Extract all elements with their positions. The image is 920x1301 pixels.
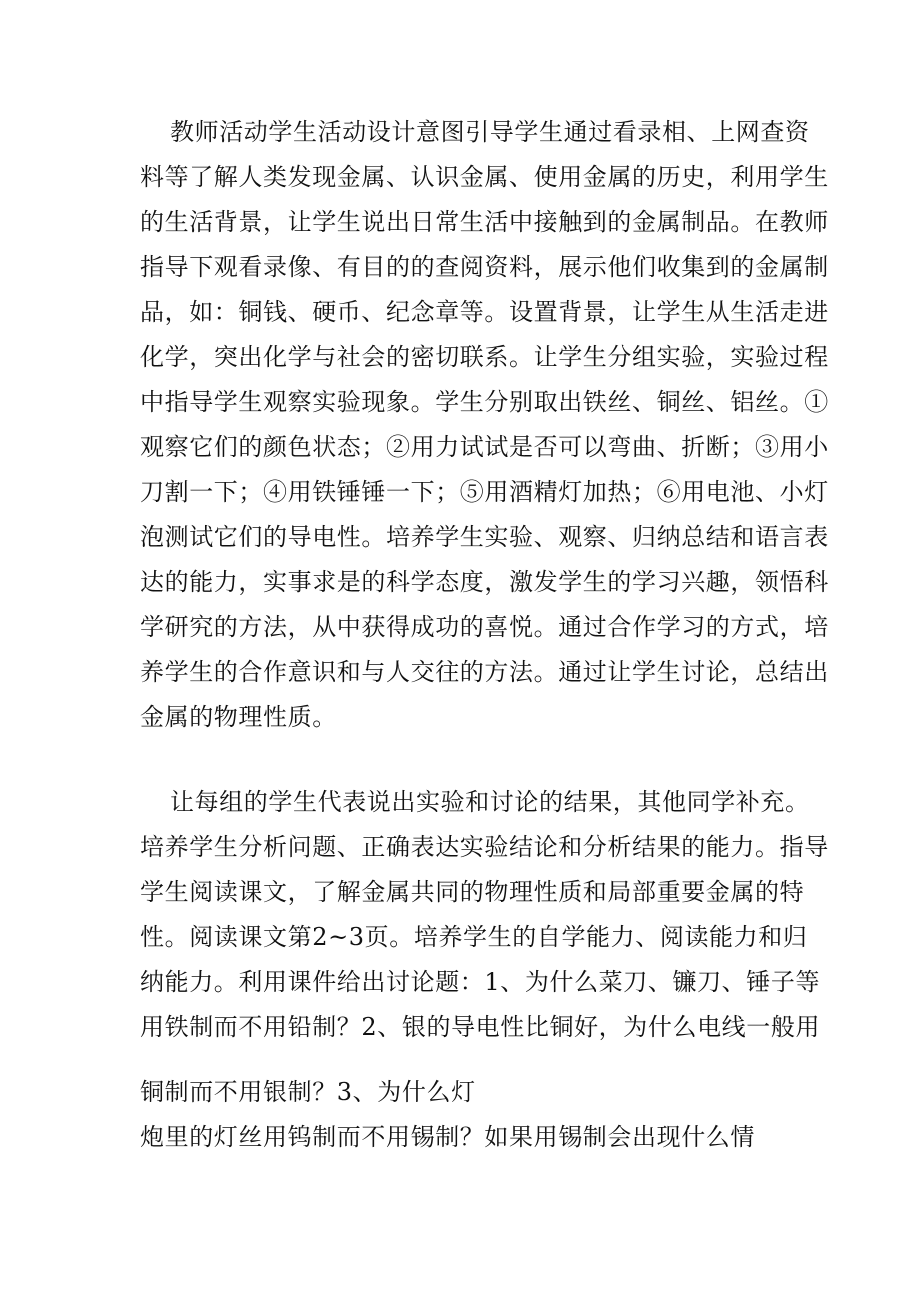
text-line: 中指导学生观察实验现象。学生分别取出铁丝、铜丝、铝丝。① <box>140 388 829 416</box>
text-line: 观察它们的颜色状态；②用力试试是否可以弯曲、折断；③用小 <box>140 433 829 461</box>
paragraph-discussion <box>140 780 829 1050</box>
text-line: 铜制而不用银制？3、为什么灯 <box>140 1078 476 1106</box>
text-line: 达的能力，实事求是的科学态度，激发学生的学习兴趣，领悟科 <box>140 568 829 596</box>
paragraph-tail-line-1 <box>140 1070 790 1115</box>
text-line: 让每组的学生代表说出实验和讨论的结果，其他同学补充。 <box>170 788 810 816</box>
text-line: 性。阅读课文第2~3页。培养学生的自学能力、阅读能力和归 <box>140 923 808 951</box>
text-line: 学研究的方法，从中获得成功的喜悦。通过合作学习的方式，培 <box>140 613 829 641</box>
text-line: 金属的物理性质。 <box>140 703 337 731</box>
text-line: 指导下观看录像、有目的的查阅资料，展示他们收集到的金属制 <box>140 253 829 281</box>
text-line: 的生活背景，让学生说出日常生活中接触到的金属制品。在教师 <box>140 208 829 236</box>
text-line: 炮里的灯丝用钨制而不用锡制？如果用锡制会出现什么情 <box>140 1123 755 1151</box>
paragraph-teaching-design <box>140 110 829 740</box>
text-line: 培养学生分析问题、正确表达实验结论和分析结果的能力。指导 <box>140 833 829 861</box>
text-line: 养学生的合作意识和与人交往的方法。通过让学生讨论，总结出 <box>140 658 829 686</box>
text-line: 化学，突出化学与社会的密切联系。让学生分组实验，实验过程 <box>140 343 829 371</box>
text-line: 教师活动学生活动设计意图引导学生通过看录相、上网查资 <box>170 118 810 146</box>
text-line: 品，如：铜钱、硬币、纪念章等。设置背景，让学生从生活走进 <box>140 298 829 326</box>
text-line: 学生阅读课文，了解金属共同的物理性质和局部重要金属的特 <box>140 878 805 906</box>
text-line: 料等了解人类发现金属、认识金属、使用金属的历史，利用学生 <box>140 163 829 191</box>
text-line: 泡测试它们的导电性。培养学生实验、观察、归纳总结和语言表 <box>140 523 829 551</box>
text-line: 用铁制而不用铅制？2、银的导电性比铜好，为什么电线一般用 <box>140 1013 821 1041</box>
paragraph-tail-line-2 <box>140 1117 790 1157</box>
text-line: 纳能力。利用课件给出讨论题：1、为什么菜刀、镰刀、锤子等 <box>140 968 821 996</box>
text-line: 刀割一下；④用铁锤锤一下；⑤用酒精灯加热；⑥用电池、小灯 <box>140 478 829 506</box>
